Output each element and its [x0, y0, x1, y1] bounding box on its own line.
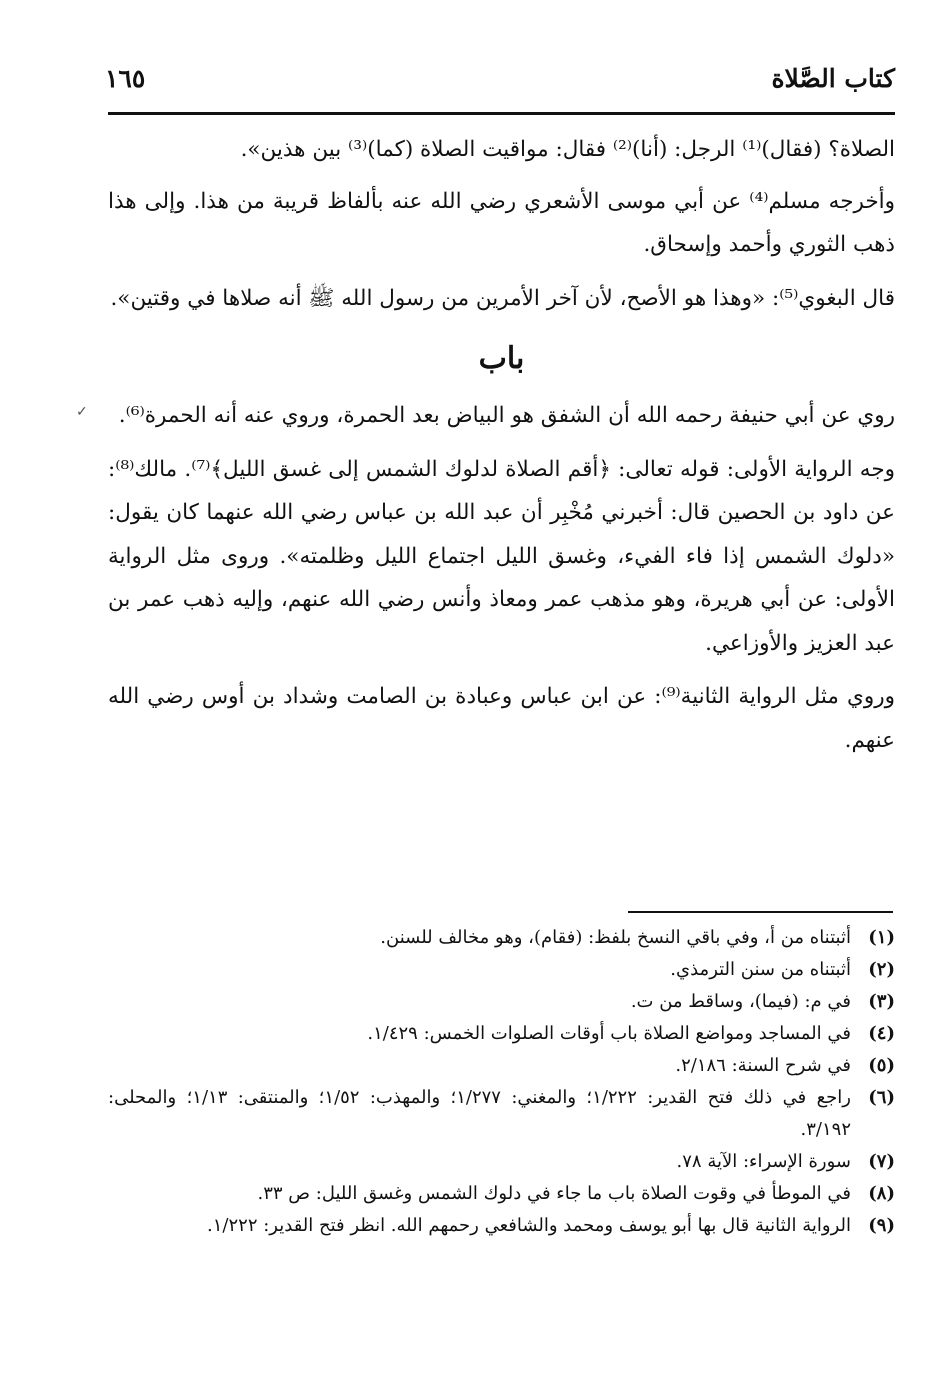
footnote-number: (٩) — [868, 1215, 895, 1236]
footnote-number: (١) — [868, 927, 895, 948]
footnote-number: (٢) — [868, 959, 895, 980]
paragraph: الصلاة؟ (فقال)⁽¹⁾ الرجل: (أنا)⁽²⁾ فقال: مواقيت الصلاة (كما)⁽³⁾ بين هذين». — [240, 137, 895, 162]
footnote — [108, 954, 895, 986]
footnote-text: في م: (فيما)، وساقط من ت. — [630, 991, 851, 1012]
footnote-number: (٨) — [868, 1183, 895, 1204]
footnote — [108, 922, 895, 954]
page-number: ١٦٥ — [105, 64, 146, 93]
footnote-text: في المساجد ومواضع الصلاة باب أوقات الصلوات الخمس: ١/٤٢٩. — [367, 1023, 851, 1044]
footnote-text: في شرح السنة: ٢/١٨٦. — [675, 1055, 851, 1076]
footnote-number: (٤) — [868, 1023, 895, 1044]
chapter-title: كتاب الصَّلاة — [771, 64, 895, 93]
paragraph: قال البغوي⁽⁵⁾: «وهذا هو الأصح، لأن آخر الأمرين من رسول الله ﷺ أنه صلاها في وقتين». — [110, 285, 895, 311]
footnote-number: (٧) — [868, 1151, 895, 1172]
footnote-text: الرواية الثانية قال بها أبو يوسف ومحمد والشافعي رحمهم الله. انظر فتح القدير: ١/٢٢٢. — [207, 1215, 851, 1236]
footnote — [108, 1178, 895, 1210]
paragraph: وجه الرواية الأولى: قوله تعالى: ﴿أقم الصلاة لدلوك الشمس إلى غسق الليل﴾⁽⁷⁾. مالك⁽⁸⁾: عن داود بن الحصين قال: أخبرني مُخْبِر أن عبد الله بن عباس رضي الله عنهما كان يقول: «دلوك الشمس إذا فاء الفيء، وغسق الليل اجتماع الليل وظلمته». وروى مثل الرواية الأولى: عن أبي هريرة، وهو مذهب عمر ومعاذ وأنس رضي الله عنهم، وإليه ذهب عمر بن عبد العزيز والأوزاعي. — [108, 456, 896, 656]
footnote — [108, 1146, 895, 1178]
footnote-text: أثبتناه من سنن الترمذي. — [670, 959, 851, 980]
footnote — [108, 986, 895, 1018]
footnote-text: في الموطأ في وقوت الصلاة باب ما جاء في دلوك الشمس وغسق الليل: ص ٣٣. — [257, 1183, 851, 1204]
footnote-number: (٣) — [868, 991, 895, 1012]
paragraph: وروي مثل الرواية الثانية⁽⁹⁾: عن ابن عباس وعبادة بن الصامت وشداد بن أوس رضي الله عنهم. — [108, 684, 895, 753]
scan-mark: ✓ — [76, 404, 88, 420]
footnote-text: أثبتناه من أ، وفي باقي النسخ بلفظ: (فقام)، وهو مخالف للسنن. — [380, 927, 851, 948]
main-text — [108, 128, 895, 772]
footnote — [108, 1018, 895, 1050]
footnote-divider — [628, 911, 893, 913]
footnote — [108, 1082, 895, 1146]
footnotes-list — [108, 922, 895, 1242]
footnote — [108, 1050, 895, 1082]
paragraph: روي عن أبي حنيفة رحمه الله أن الشفق هو البياض بعد الحمرة، وروي عنه أنه الحمرة⁽⁶⁾. — [118, 403, 895, 428]
section-heading: باب — [478, 341, 525, 376]
paragraph: وأخرجه مسلم⁽⁴⁾ عن أبي موسى الأشعري رضي الله عنه بألفاظ قريبة من هذا. وإلى هذا ذهب الثوري وأحمد وإسحاق. — [108, 188, 895, 257]
footnote-number: (٦) — [868, 1087, 895, 1108]
footnote-text: سورة الإسراء: الآية ٧٨. — [676, 1151, 851, 1172]
footnote-number: (٥) — [868, 1055, 895, 1076]
page-header — [105, 62, 895, 102]
footnote-text: راجع في ذلك فتح القدير: ١/٢٢٢؛ والمغني: ١/٢٧٧؛ والمهذب: ١/٥٢؛ والمنتقى: ١/١٣؛ والمحلى: ٣/١٩٢. — [108, 1087, 851, 1140]
header-divider — [108, 112, 895, 115]
footnote — [108, 1210, 895, 1242]
